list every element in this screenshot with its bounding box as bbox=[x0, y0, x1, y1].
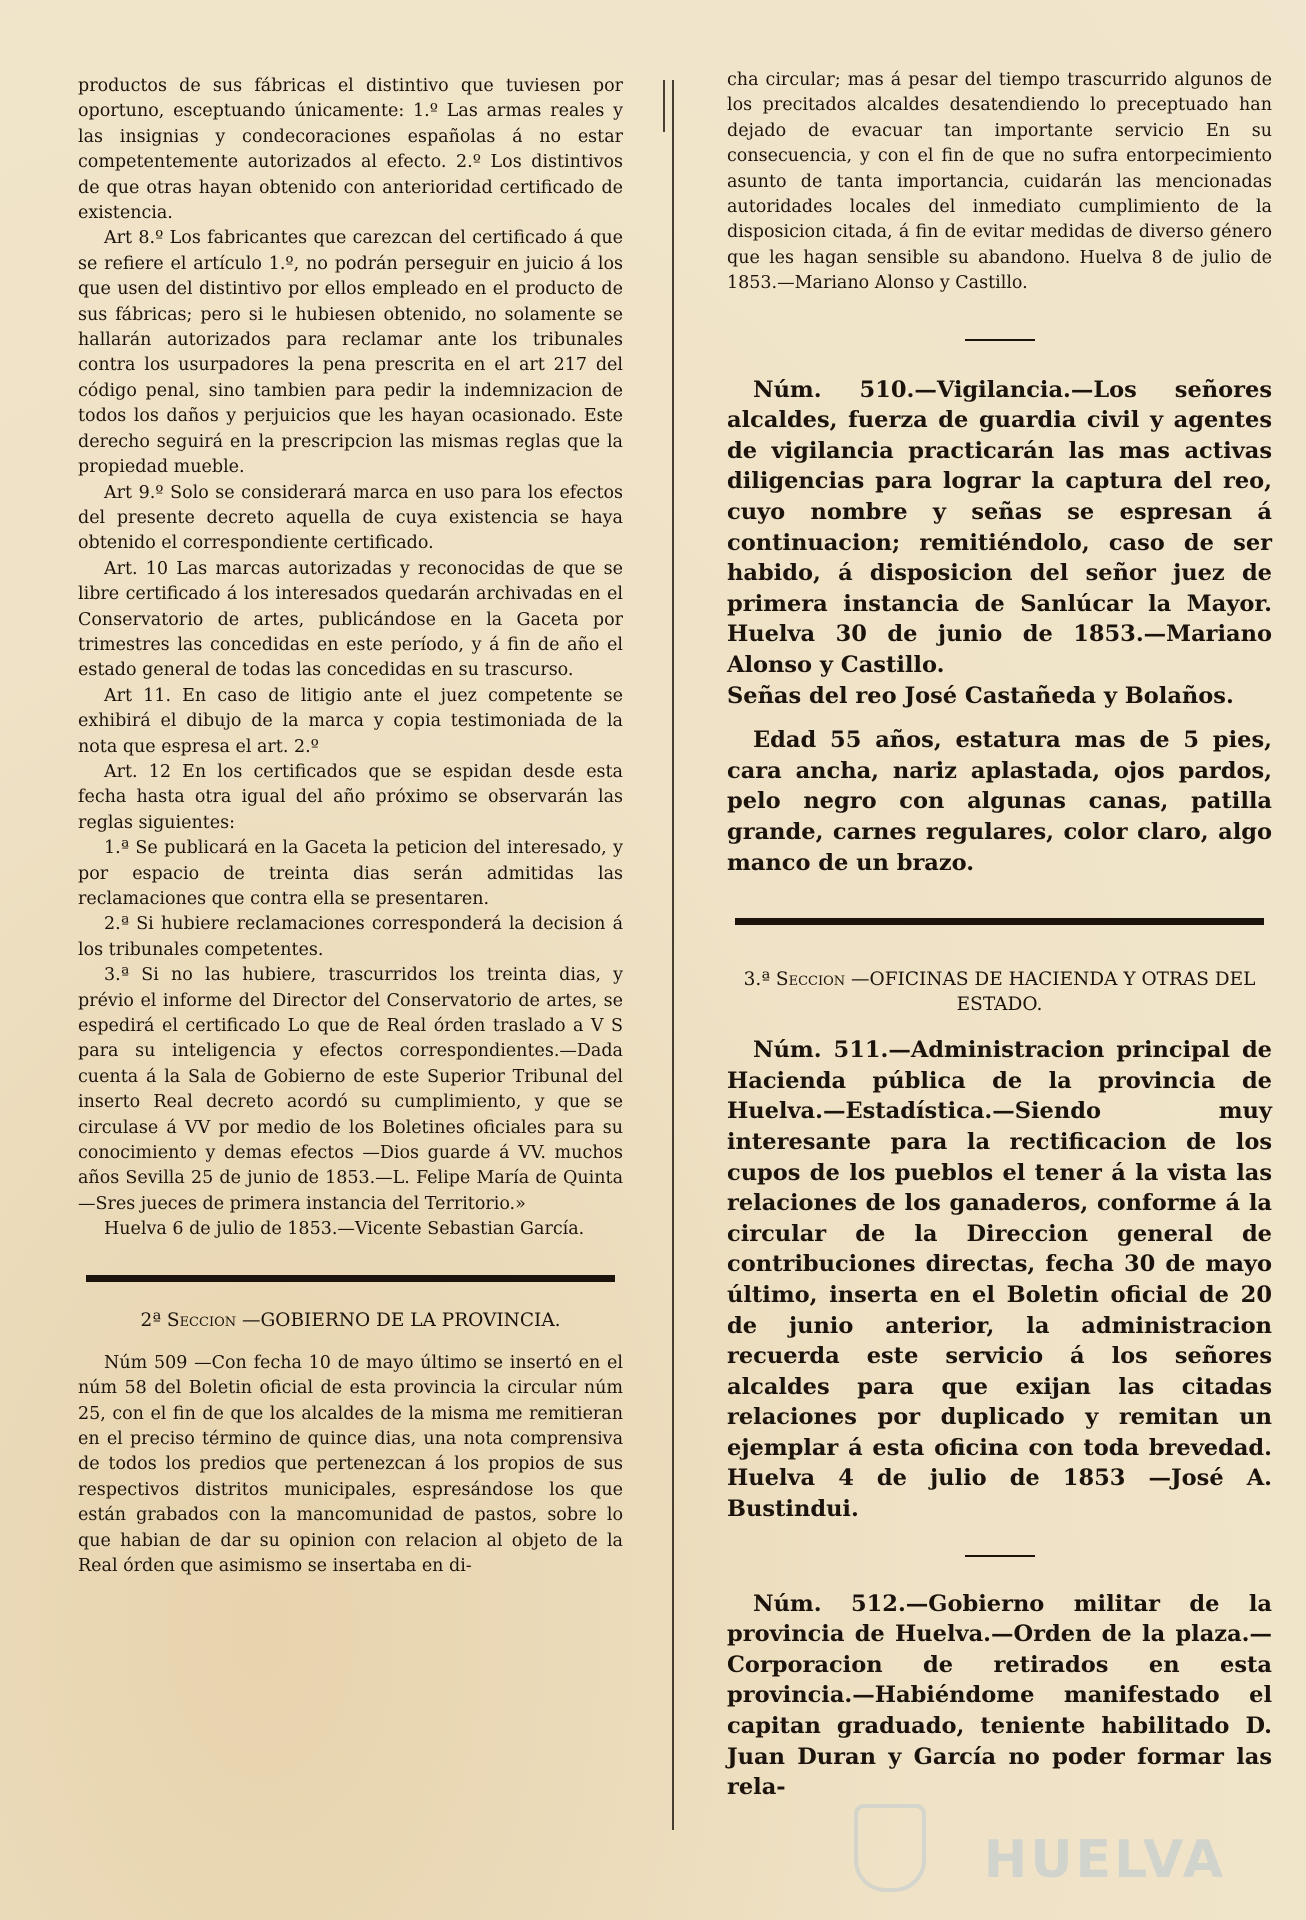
paragraph-art-8: Art 8.º Los fabricantes que carezcan del certificado á que se refiere el artículo 1.º, no podrán perseguir en juicio á los que usen del distintivo por ellos empleado en el producto de sus fábricas; pero si le hubiesen obtenido, no solamente se hallarán autorizados para reclamar ante los tribunales contra los usurpadores la pena prescrita en el art 217 del código penal, sino tambien para pedir la indemnizacion de todos los daños y perjuicios que les hayan ocasionado. Este derecho seguirá en la prescripcion las mismas reglas que la propiedad mueble. bbox=[78, 228, 623, 478]
section-3-title: —OFICINAS DE HACIENDA Y OTRAS DEL ESTADO. bbox=[851, 969, 1256, 1016]
section-3-number: 3.ª bbox=[743, 969, 771, 991]
left-column bbox=[78, 74, 623, 1579]
paragraph-decree-continuation: productos de sus fábricas el distintivo que tuviesen por oportuno, esceptuando únicamente: 1.º Las armas reales y las insignias y condecoraciones españolas á no estar competentemente autorizados al efecto. 2.º Los distintivos de que otras hayan obtenido con anterioridad certificado de existencia. bbox=[78, 76, 623, 224]
watermark-crest-icon bbox=[854, 1804, 926, 1892]
column-divider-top bbox=[663, 80, 665, 132]
section-2-title: —GOBIERNO DE LA PROVINCIA. bbox=[242, 1309, 561, 1331]
paragraph-art-9: Art 9.º Solo se considerará marca en uso para los efectos del presente decreto aquella de cuya existencia se haya obtenido el correspondiente certificado. bbox=[78, 482, 623, 554]
section-rule bbox=[86, 1275, 615, 1282]
paragraph-num-512: Núm. 512.—Gobierno militar de la provincia de Huelva.—Orden de la plaza.—Corporacion de retirados en esta provincia.—Habiéndome manifestado el capitan graduado, teniente habilitado D. Juan Duran y García no poder formar las rela- bbox=[727, 1590, 1272, 1801]
paragraph-num-509: Núm 509 —Con fecha 10 de mayo último se insertó en el núm 58 del Boletin oficial de esta provincia la circular núm 25, con el fin de que los alcaldes de la misma me remitieran en el preciso término de quince dias, una nota comprensiva de todos los predios que pertenezcan á los propios de sus respectivos distritos municipales, espresándose los que están grabados con la mancomunidad de pastos, sobre lo que habian de dar su opinion con relacion al objeto de la Real órden que asimismo se insertaba en di- bbox=[78, 1352, 623, 1576]
paragraph-suspect-description: Edad 55 años, estatura mas de 5 pies, cara ancha, nariz aplastada, ojos pardos, pelo negro con algunas canas, patilla grande, carnes regulares, color claro, algo manco de un brazo. bbox=[727, 727, 1272, 876]
paragraph-art-12: Art. 12 En los certificados que se espidan desde esta fecha hasta otra igual del año próximo se observarán las reglas siguientes: bbox=[78, 761, 623, 833]
section-2-word: Seccion bbox=[166, 1309, 237, 1331]
paragraph-rule-3: 3.ª Si no las hubiere, trascurridos los treinta dias, y prévio el informe del Director del Conservatorio de artes, se espedirá el certificado Lo que de Real órden traslado a V S para su inteligencia y efectos correspondientes.—Dada cuenta á la Sala de Gobierno de este Superior Tribunal del inserto Real decreto acordó su cumplimiento, y que se circulase á VV por medio de los Boletines oficiales para su conocimiento y demas efectos —Dios guarde á VV. muchos años Sevilla 25 de junio de 1853.—L. Felipe María de Quinta —Sres jueces de primera instancia del Territorio.» bbox=[78, 965, 623, 1214]
paragraph-num-510: Núm. 510.—Vigilancia.—Los señores alcaldes, fuerza de guardia civil y agentes de vigilancia practicarán las mas activas diligencias para lograr la captura del reo, cuyo nombre y señas se espresan á continuacion; remitiéndolo, caso de ser habido, á disposicion del señor juez de primera instancia de Sanlúcar la Mayor. Huelva 30 de junio de 1853.—Mariano Alonso y Castillo. bbox=[727, 376, 1272, 678]
paragraph-rule-1: 1.ª Se publicará en la Gaceta la peticion del interesado, y por espacio de treinta dias serán admitidas las reclamaciones que contra ella se presentaren. bbox=[78, 838, 623, 909]
paragraph-rule-2: 2.ª Si hubiere reclamaciones corresponderá la decision á los tribunales competentes. bbox=[78, 914, 623, 960]
section-rule-right bbox=[735, 918, 1264, 925]
section-3-heading bbox=[727, 967, 1272, 1017]
paragraph-circular-continuation: cha circular; mas á pesar del tiempo trascurrido algunos de los precitados alcaldes desatendiendo lo preceptuado han dejado de evacuar tan importante servicio En su consecuencia, y con el fin de que no sufra entorpecimiento asunto de tanta importancia, cuidarán las mencionadas autoridades locales del inmediato cumplimiento de la disposicion citada, á fin de evitar medidas de diverso género que les hagan sensible su abandono. Huelva 8 de julio de 1853.—Mariano Alonso y Castillo. bbox=[727, 70, 1272, 294]
section-2-number: 2ª bbox=[140, 1309, 161, 1331]
paragraph-num-511: Núm. 511.—Administracion principal de Hacienda pública de la provincia de Huelva.—Estadística.—Siendo muy interesante para la rectificacion de los cupos de los pueblos el tener á la vista las relaciones de los ganaderos, conforme á la circular de la Direccion general de contribuciones directas, fecha 30 de mayo último, inserta en el Boletin oficial de 20 de junio anterior, la administracion recuerda este servicio á los señores alcaldes para que exijan las citadas relaciones por duplicado y remitan un ejemplar á esta oficina con toda brevedad. Huelva 4 de julio de 1853 —José A. Bustindui. bbox=[727, 1037, 1272, 1523]
paragraph-art-10: Art. 10 Las marcas autorizadas y reconocidas de que se libre certificado á los interesados quedarán archivadas en el Conservatorio de artes, publicándose en la Gaceta por trimestres las concedidas en este período, y á fin de año el estado general de todas las concedidas en su trascurso. bbox=[78, 558, 623, 681]
paragraph-suspect-heading: Señas del reo José Castañeda y Bolaños. bbox=[727, 682, 1234, 709]
paragraph-signature: Huelva 6 de julio de 1853.—Vicente Sebastian García. bbox=[104, 1219, 585, 1240]
watermark-text: HUELVA bbox=[983, 1830, 1226, 1890]
section-2-heading bbox=[78, 1308, 623, 1333]
section-3-word: Seccion bbox=[775, 969, 846, 991]
right-column bbox=[727, 68, 1272, 1803]
column-divider bbox=[672, 80, 674, 1830]
paragraph-art-11: Art 11. En caso de litigio ante el juez competente se exhibirá el dibujo de la marca y copia testimoniada de la nota que espresa el art. 2.º bbox=[78, 685, 623, 757]
